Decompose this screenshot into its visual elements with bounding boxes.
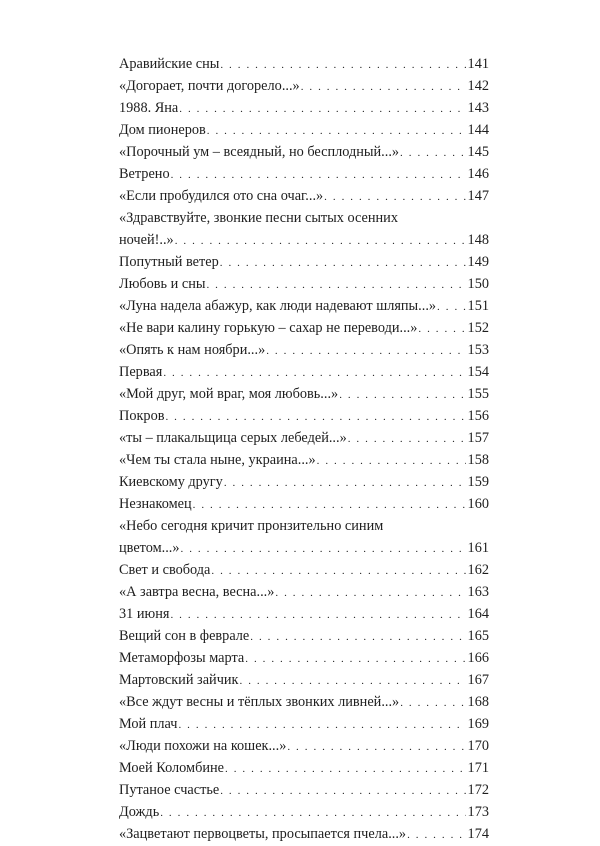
toc-entry-page: 158 bbox=[467, 452, 489, 468]
toc-entry bbox=[119, 493, 489, 515]
toc-entry-page: 149 bbox=[467, 254, 489, 270]
toc-entry-page: 142 bbox=[467, 78, 489, 94]
toc-entry-title: Аравийские сны bbox=[119, 56, 220, 72]
toc-entry-page: 148 bbox=[467, 232, 489, 248]
toc-entry-page: 164 bbox=[467, 606, 489, 622]
toc-entry bbox=[119, 295, 489, 317]
toc-entry bbox=[119, 317, 489, 339]
toc-entry-page: 152 bbox=[467, 320, 489, 336]
dot-leader bbox=[437, 296, 466, 318]
dot-leader bbox=[245, 648, 466, 670]
dot-leader bbox=[287, 736, 466, 758]
dot-leader bbox=[220, 780, 466, 802]
toc-entry bbox=[119, 207, 489, 251]
dot-leader bbox=[160, 802, 466, 824]
dot-leader bbox=[207, 120, 466, 142]
toc-entry-title: Дом пионеров bbox=[119, 122, 206, 138]
toc-entry-page: 173 bbox=[467, 804, 489, 820]
toc-entry-page: 162 bbox=[467, 562, 489, 578]
toc-entry-title: Мартовский зайчик bbox=[119, 672, 239, 688]
toc-entry-page: 156 bbox=[467, 408, 489, 424]
toc-entry-title: Первая bbox=[119, 364, 163, 380]
dot-leader bbox=[418, 318, 466, 340]
dot-leader bbox=[175, 230, 466, 252]
toc-entry-page: 170 bbox=[467, 738, 489, 754]
toc-entry bbox=[119, 735, 489, 757]
toc-entry-page: 145 bbox=[467, 144, 489, 160]
toc-entry-page: 169 bbox=[467, 716, 489, 732]
toc-entry-title: «ты – плакальщица серых лебедей...» bbox=[119, 430, 347, 446]
toc-entry-page: 155 bbox=[467, 386, 489, 402]
toc-entry-title: «Все ждут весны и тёплых звонких ливней...» bbox=[119, 694, 400, 710]
toc-entry bbox=[119, 669, 489, 691]
dot-leader bbox=[275, 582, 466, 604]
toc-entry-page: 172 bbox=[467, 782, 489, 798]
toc-entry bbox=[119, 515, 489, 559]
dot-leader bbox=[317, 450, 466, 472]
toc-entry-title: Любовь и сны bbox=[119, 276, 206, 292]
dot-leader bbox=[193, 494, 466, 516]
toc-entry-page: 141 bbox=[467, 56, 489, 72]
dot-leader bbox=[266, 340, 466, 362]
toc-entry bbox=[119, 119, 489, 141]
toc-entry-page: 153 bbox=[467, 342, 489, 358]
toc-entry-page: 147 bbox=[467, 188, 489, 204]
toc-entry bbox=[119, 603, 489, 625]
dot-leader bbox=[163, 362, 466, 384]
dot-leader bbox=[407, 824, 466, 846]
toc-entry-title: 1988. Яна bbox=[119, 100, 179, 116]
toc-entry bbox=[119, 273, 489, 295]
toc-entry bbox=[119, 691, 489, 713]
dot-leader bbox=[348, 428, 466, 450]
toc-entry bbox=[119, 757, 489, 779]
toc-entry-title: Мой плач bbox=[119, 716, 178, 732]
toc-entry-title-continuation: цветом...» bbox=[119, 540, 180, 556]
dot-leader bbox=[220, 252, 466, 274]
toc-entry-page: 143 bbox=[467, 100, 489, 116]
dot-leader bbox=[206, 274, 466, 296]
toc-entry-page: 146 bbox=[467, 166, 489, 182]
toc-entry bbox=[119, 361, 489, 383]
dot-leader bbox=[400, 692, 466, 714]
toc-entry-page: 157 bbox=[467, 430, 489, 446]
toc-entry bbox=[119, 405, 489, 427]
toc-entry-page: 167 bbox=[467, 672, 489, 688]
toc-entry-title: «Опять к нам ноябри...» bbox=[119, 342, 266, 358]
dot-leader bbox=[170, 604, 466, 626]
toc-entry-page: 166 bbox=[467, 650, 489, 666]
dot-leader bbox=[301, 76, 466, 98]
toc-entry-title: Моей Коломбине bbox=[119, 760, 225, 776]
toc-entry-title: Свет и свобода bbox=[119, 562, 211, 578]
dot-leader bbox=[178, 714, 466, 736]
toc-entry-title: «Мой друг, мой враг, моя любовь...» bbox=[119, 386, 339, 402]
toc-entry bbox=[119, 449, 489, 471]
toc-entry bbox=[119, 559, 489, 581]
toc-entry-page: 159 bbox=[467, 474, 489, 490]
toc-entry bbox=[119, 251, 489, 273]
dot-leader bbox=[240, 670, 467, 692]
toc-entry-title: «Догорает, почти догорело...» bbox=[119, 78, 300, 94]
toc-entry bbox=[119, 713, 489, 735]
toc-entry bbox=[119, 625, 489, 647]
toc-entry bbox=[119, 97, 489, 119]
toc-entry-title: «Порочный ум – всеядный, но бесплодный...» bbox=[119, 144, 400, 160]
dot-leader bbox=[400, 142, 466, 164]
toc-entry-page: 144 bbox=[467, 122, 489, 138]
dot-leader bbox=[211, 560, 466, 582]
dot-leader bbox=[324, 186, 466, 208]
toc-entry-title: «Небо сегодня кричит пронзительно синим bbox=[119, 518, 384, 534]
toc-entry-page: 174 bbox=[467, 826, 489, 842]
toc-entry-title: «Люди похожи на кошек...» bbox=[119, 738, 287, 754]
toc-entry-page: 168 bbox=[467, 694, 489, 710]
toc-entry-page: 165 bbox=[467, 628, 489, 644]
toc-entry-title: 31 июня bbox=[119, 606, 170, 622]
toc-entry bbox=[119, 75, 489, 97]
toc-entry-title: «Не вари калину горькую – сахар не переводи...» bbox=[119, 320, 418, 336]
toc-entry bbox=[119, 823, 489, 845]
toc-entry-page: 161 bbox=[467, 540, 489, 556]
toc-entry-title: Покров bbox=[119, 408, 165, 424]
toc-entry-title: «Чем ты стала ныне, украина...» bbox=[119, 452, 316, 468]
toc-entry bbox=[119, 647, 489, 669]
dot-leader bbox=[225, 758, 466, 780]
toc-entry-page: 160 bbox=[467, 496, 489, 512]
toc-entry bbox=[119, 779, 489, 801]
dot-leader bbox=[181, 538, 466, 560]
toc-entry bbox=[119, 471, 489, 493]
dot-leader bbox=[339, 384, 466, 406]
toc-entry-title: «Здравствуйте, звонкие песни сытых осенних bbox=[119, 210, 398, 226]
toc-entry-title: Попутный ветер bbox=[119, 254, 219, 270]
toc-entry-title: Ветрено bbox=[119, 166, 170, 182]
toc-entry-title: «Зацветают первоцветы, просыпается пчела...» bbox=[119, 826, 407, 842]
toc-entry bbox=[119, 141, 489, 163]
toc-entry bbox=[119, 801, 489, 823]
toc-entry-title: Метаморфозы марта bbox=[119, 650, 245, 666]
dot-leader bbox=[220, 54, 466, 76]
dot-leader bbox=[224, 472, 466, 494]
toc-entry-title: «Если пробудился ото сна очаг...» bbox=[119, 188, 324, 204]
toc-entry-page: 163 bbox=[467, 584, 489, 600]
toc-entry-title: Дождь bbox=[119, 804, 160, 820]
toc-entry-page: 171 bbox=[467, 760, 489, 776]
toc-entry bbox=[119, 53, 489, 75]
toc-entry bbox=[119, 163, 489, 185]
toc-entry bbox=[119, 427, 489, 449]
toc-entry-title: «Луна надела абажур, как люди надевают шляпы...» bbox=[119, 298, 437, 314]
toc-entry-page: 151 bbox=[467, 298, 489, 314]
toc-entry-title: Вещий сон в феврале bbox=[119, 628, 250, 644]
table-of-contents bbox=[119, 53, 489, 845]
toc-entry bbox=[119, 581, 489, 603]
dot-leader bbox=[165, 406, 466, 428]
dot-leader bbox=[250, 626, 466, 648]
toc-entry-page: 150 bbox=[467, 276, 489, 292]
toc-entry bbox=[119, 185, 489, 207]
toc-entry-title-continuation: ночей!..» bbox=[119, 232, 174, 248]
toc-entry bbox=[119, 339, 489, 361]
toc-entry-title: Киевскому другу bbox=[119, 474, 223, 490]
dot-leader bbox=[179, 98, 466, 120]
dot-leader bbox=[171, 164, 466, 186]
toc-entry-title: Незнакомец bbox=[119, 496, 192, 512]
toc-entry-page: 154 bbox=[467, 364, 489, 380]
toc-entry bbox=[119, 383, 489, 405]
toc-entry-title: Путаное счастье bbox=[119, 782, 220, 798]
toc-entry-title: «А завтра весна, весна...» bbox=[119, 584, 275, 600]
